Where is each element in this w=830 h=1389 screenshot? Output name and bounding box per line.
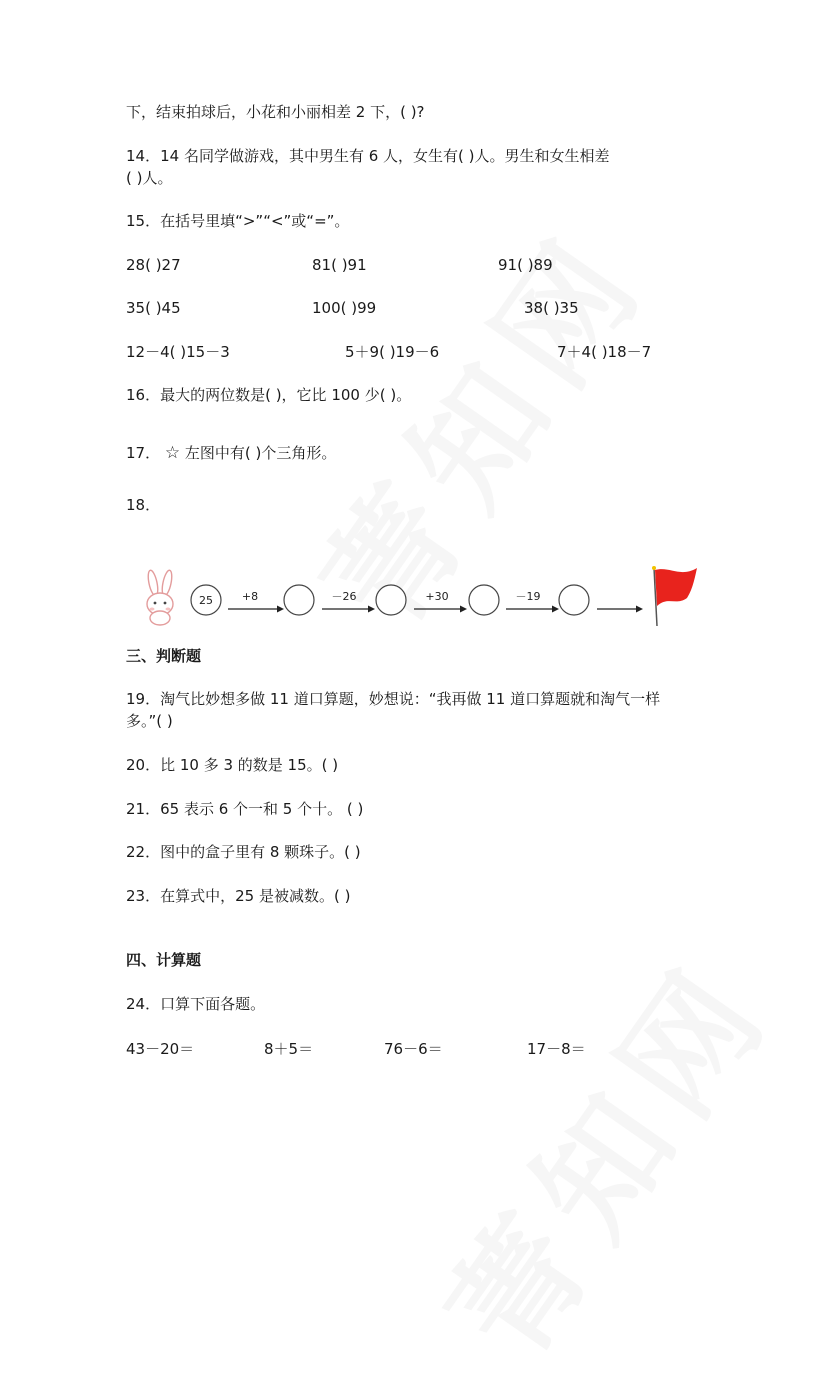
arrow-1-head: [277, 606, 284, 613]
op-1: +8: [241, 590, 259, 603]
watermark: [398, 918, 806, 1389]
q24-item: 43－20＝: [126, 1040, 195, 1058]
op-4: －19: [515, 590, 541, 603]
q15-cell: 100( )99: [312, 299, 377, 317]
arrow-2-head: [368, 606, 375, 613]
q22: 22．图中的盒子里有 8 颗珠子。( ): [126, 843, 361, 861]
q15-cell: 81( )91: [312, 256, 367, 274]
q13-tail: 下，结束拍球后，小花和小丽相差 2 下，( )?: [126, 103, 425, 121]
op-3: +30: [425, 590, 449, 603]
q19-line2: 多。”( ): [126, 712, 173, 730]
q18-figure: [0, 564, 830, 634]
q18: 18．: [126, 496, 161, 514]
q15-cell: 35( )45: [126, 299, 181, 317]
q15-cell: 7＋4( )18－7: [557, 343, 652, 361]
q15-cell: 12－4( )15－3: [126, 343, 230, 361]
q19-line1: 19．淘气比妙想多做 11 道口算题，妙想说：“我再做 11 道口算题就和淘气一样: [126, 690, 661, 708]
section-3-heading: 三、判断题: [126, 647, 202, 665]
start-value: 25: [199, 594, 213, 607]
q24-item: 76－6＝: [384, 1040, 443, 1058]
flag-icon: [652, 566, 697, 626]
q15-cell: 28( )27: [126, 256, 181, 274]
rabbit-icon: [146, 569, 173, 625]
q15-cell: 91( )89: [498, 256, 553, 274]
q21: 21．65 表示 6 个一和 5 个十。 ( ): [126, 800, 364, 818]
star-icon: ☆: [164, 443, 181, 463]
blank-circle: [469, 585, 499, 615]
q17: [126, 442, 336, 464]
q15-title: 15．在括号里填“>”“<”或“=”。: [126, 212, 350, 230]
q24: 24．口算下面各题。: [126, 995, 266, 1013]
q23: 23．在算式中，25 是被减数。( ): [126, 887, 351, 905]
arrow-5-head: [636, 606, 643, 613]
section-4-heading: 四、计算题: [126, 951, 202, 969]
blank-circle: [376, 585, 406, 615]
blank-circle: [559, 585, 589, 615]
q14-line2: ( )人。: [126, 169, 173, 187]
arrow-4-head: [552, 606, 559, 613]
arrow-3-head: [460, 606, 467, 613]
op-2: －26: [331, 590, 357, 603]
blank-circle: [284, 585, 314, 615]
q20: 20．比 10 多 3 的数是 15。( ): [126, 756, 339, 774]
q17-number: 17．: [126, 444, 161, 462]
q17-text: 左图中有( )个三角形。: [184, 444, 337, 462]
q14-line1: 14．14 名同学做游戏，其中男生有 6 人，女生有( )人。男生和女生相差: [126, 147, 610, 165]
q15-cell: 5＋9( )19－6: [345, 343, 440, 361]
q24-item: 17－8＝: [527, 1040, 586, 1058]
q16: 16．最大的两位数是( )，它比 100 少( )。: [126, 386, 412, 404]
q15-cell: 38( )35: [524, 299, 579, 317]
q24-item: 8＋5＝: [264, 1040, 314, 1058]
